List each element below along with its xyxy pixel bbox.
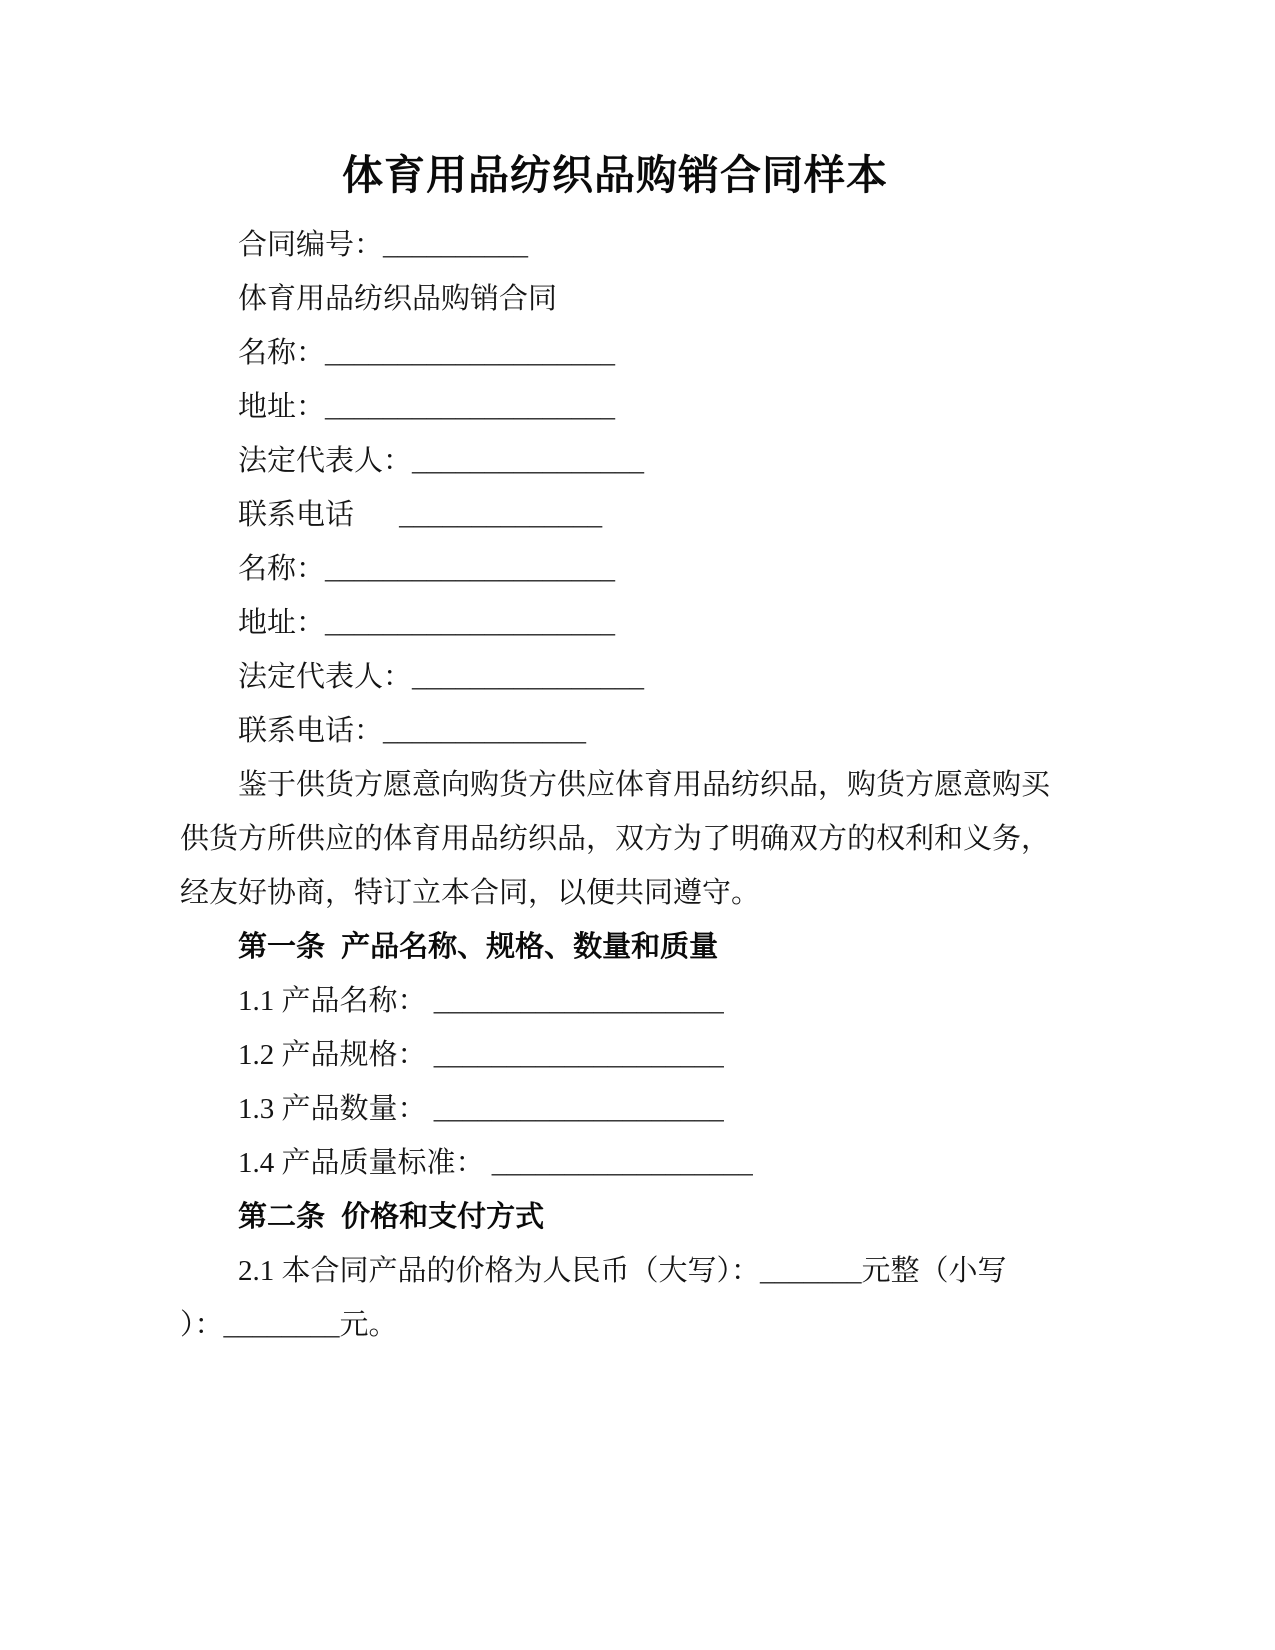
article-1-item-2-row bbox=[180, 1028, 1050, 1082]
contract-subtitle: 体育用品纺织品购销合同 bbox=[238, 283, 558, 315]
supplier-name-row bbox=[180, 326, 1050, 380]
product-quantity-label: 1.3 产品数量： bbox=[238, 1093, 427, 1125]
supplier-legal-rep-row bbox=[180, 434, 1050, 488]
buyer-name-row bbox=[180, 542, 1050, 596]
supplier-legal-rep-blank: ________________ bbox=[412, 445, 645, 477]
article-2-heading: 第二条 价格和支付方式 bbox=[238, 1201, 545, 1233]
article-1-item-4-row bbox=[180, 1136, 1050, 1190]
supplier-address-row bbox=[180, 380, 1050, 434]
product-quality-label: 1.4 产品质量标准： bbox=[238, 1147, 485, 1179]
buyer-address-blank: ____________________ bbox=[325, 607, 616, 639]
article-1-heading: 第一条 产品名称、规格、数量和质量 bbox=[238, 931, 719, 963]
supplier-legal-rep-label: 法定代表人： bbox=[238, 445, 413, 477]
contract-document bbox=[180, 0, 1050, 1352]
supplier-phone-row bbox=[180, 488, 1050, 542]
contract-number-line bbox=[180, 218, 1050, 272]
supplier-name-label: 名称： bbox=[238, 337, 326, 369]
article-1-item-3-row bbox=[180, 1082, 1050, 1136]
buyer-name-blank: ____________________ bbox=[325, 553, 616, 585]
supplier-phone-label: 联系电话： bbox=[238, 499, 400, 531]
supplier-phone-blank: ْ______________ bbox=[399, 499, 603, 531]
buyer-legal-rep-label: 法定代表人： bbox=[238, 661, 413, 693]
supplier-address-blank: ____________________ bbox=[325, 391, 616, 423]
preamble-line-1: 鉴于供货方愿意向购货方供应体育用品纺织品，购货方愿意购买 bbox=[238, 769, 1051, 801]
price-number-blank: ________ bbox=[223, 1309, 340, 1341]
buyer-legal-rep-blank: ________________ bbox=[412, 661, 645, 693]
clause-2-1-line2-tail: 元。 bbox=[339, 1309, 398, 1341]
clause-2-1-line-1 bbox=[180, 1244, 1050, 1298]
clause-2-1-tail: 元整（小写 bbox=[861, 1255, 1007, 1287]
clause-2-1-line-2 bbox=[180, 1298, 1050, 1352]
buyer-phone-label: 联系电话： bbox=[238, 715, 384, 747]
supplier-name-blank: ____________________ bbox=[325, 337, 616, 369]
product-spec-label: 1.2 产品规格： bbox=[238, 1039, 427, 1071]
price-capital-blank: _______ bbox=[760, 1255, 862, 1287]
contract-number-label: 合同编号： bbox=[238, 229, 384, 261]
clause-2-1-line2-text: ）： bbox=[180, 1309, 224, 1341]
buyer-address-row bbox=[180, 596, 1050, 650]
preamble-line-2: 供货方所供应的体育用品纺织品，双方为了明确双方的权利和义务， bbox=[180, 823, 1051, 855]
buyer-name-label: 名称： bbox=[238, 553, 326, 585]
clause-2-1-text: 2.1 本合同产品的价格为人民币（大写）： bbox=[238, 1255, 761, 1287]
product-quality-blank: __________________ bbox=[491, 1147, 753, 1179]
buyer-address-label: 地址： bbox=[238, 607, 326, 639]
buyer-phone-blank: ______________ bbox=[383, 715, 587, 747]
product-name-blank: ____________________ bbox=[433, 985, 724, 1017]
buyer-legal-rep-row bbox=[180, 650, 1050, 704]
product-quantity-blank: ____________________ bbox=[433, 1093, 724, 1125]
article-1-item-1-row bbox=[180, 974, 1050, 1028]
document-title: 体育用品纺织品购销合同样本 bbox=[342, 152, 888, 198]
preamble-line-3: 经友好协商，特订立本合同，以便共同遵守。 bbox=[180, 877, 761, 909]
contract-number-blank: __________ bbox=[383, 229, 529, 261]
product-spec-blank: ____________________ bbox=[433, 1039, 724, 1071]
buyer-phone-row bbox=[180, 704, 1050, 758]
product-name-label: 1.1 产品名称： bbox=[238, 985, 427, 1017]
supplier-address-label: 地址： bbox=[238, 391, 326, 423]
